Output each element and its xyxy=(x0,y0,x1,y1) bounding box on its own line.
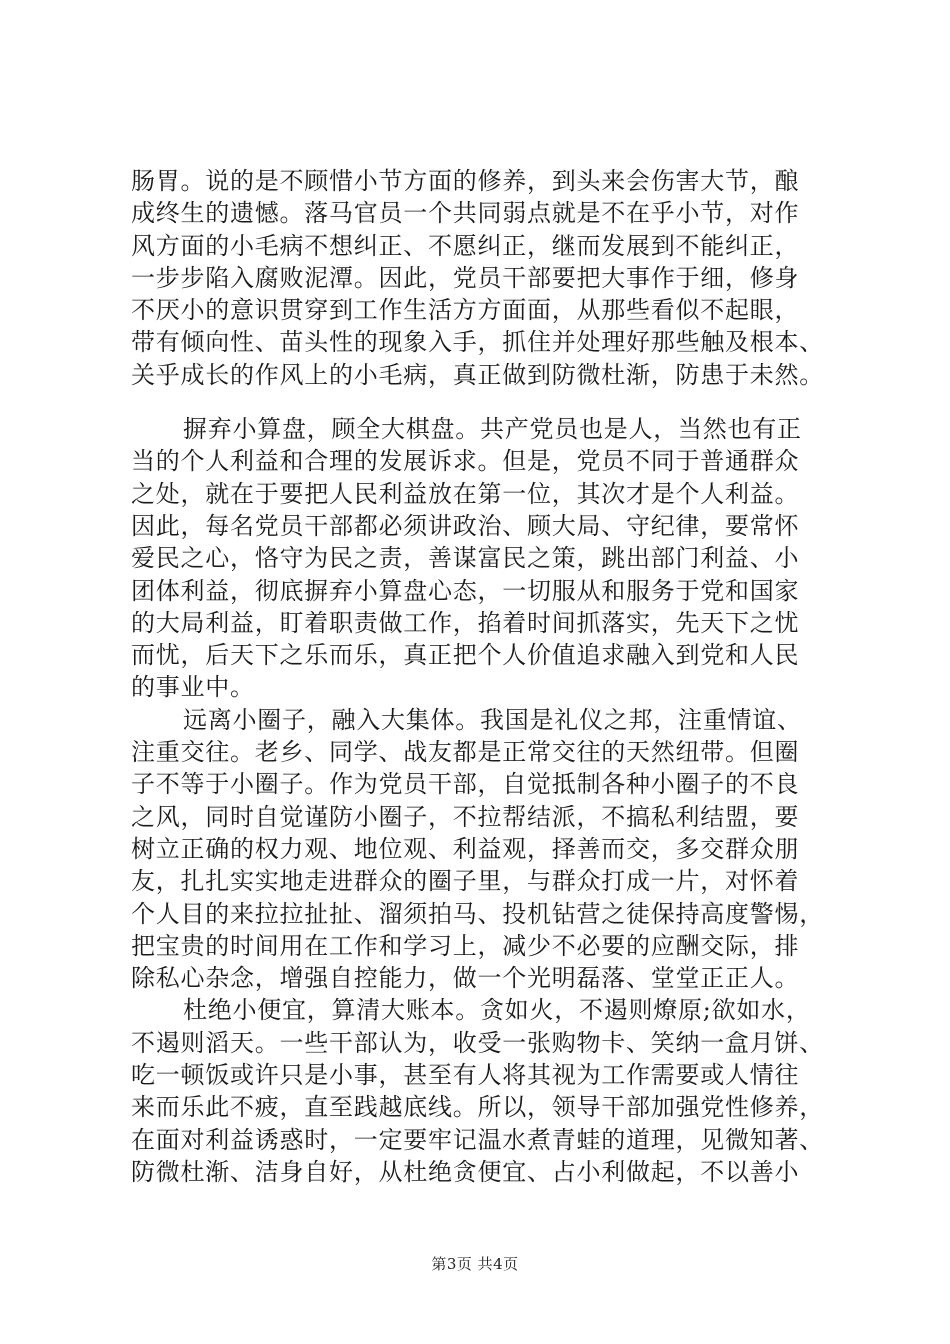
paragraph-line: 树立正确的权力观、地位观、利益观，择善而交，多交群众朋 xyxy=(131,834,800,863)
paragraph xyxy=(131,994,847,1188)
paragraph-line: 吃一顿饭或许只是小事，甚至有人将其视为工作需要或人情往 xyxy=(131,1061,800,1090)
paragraph-line: 一步步陷入腐败泥潭。因此，党员干部要把大事作于细，修身 xyxy=(131,263,800,292)
paragraph-line: 子不等于小圈子。作为党员干部，自觉抵制各种小圈子的不良 xyxy=(131,770,800,799)
paragraph-line: 团体利益，彻底摒弃小算盘心态，一切服从和服务于党和国家 xyxy=(131,576,800,605)
paragraph-line: 把宝贵的时间用在工作和学习上，减少不必要的应酬交际，排 xyxy=(131,931,800,960)
paragraph-line: 远离小圈子，融入大集体。我国是礼仪之邦，注重情谊、 xyxy=(183,705,802,734)
paragraph-line: 不厌小的意识贯穿到工作生活方方面面，从那些看似不起眼， xyxy=(131,296,800,325)
paragraph xyxy=(131,413,847,704)
page-footer: 第3页 共4页 xyxy=(431,1255,519,1273)
paragraph-line: 肠胃。说的是不顾惜小节方面的修养，到头来会伤害大节，酿 xyxy=(131,167,800,195)
paragraph-line: 关乎成长的作风上的小毛病，真正做到防微杜渐，防患于未然。 xyxy=(131,360,824,389)
paragraph xyxy=(131,704,847,995)
paragraph-line: 因此，每名党员干部都必须讲政治、顾大局、守纪律，要常怀 xyxy=(131,511,800,540)
paragraph-line: 来而乐此不疲，直至践越底线。所以，领导干部加强党性修养， xyxy=(131,1093,824,1122)
paragraph-line: 个人目的来拉拉扯扯、溜须拍马、投机钻营之徒保持高度警惕， xyxy=(131,899,824,928)
paragraph-line: 而忧，后天下之乐而乐，真正把个人价值追求融入到党和人民 xyxy=(131,641,800,670)
paragraph-line: 杜绝小便宜，算清大账本。贪如火，不遏则燎原;欲如水， xyxy=(183,996,811,1025)
paragraph-line: 带有倾向性、苗头性的现象入手，抓住并处理好那些触及根本、 xyxy=(131,328,824,357)
paragraph-gap xyxy=(131,391,847,413)
paragraph-line: 摒弃小算盘，顾全大棋盘。共产党员也是人，当然也有正 xyxy=(183,415,802,444)
paragraph-line: 不遏则滔天。一些干部认为，收受一张购物卡、笑纳一盒月饼、 xyxy=(131,1028,824,1057)
paragraph-line: 注重交往。老乡、同学、战友都是正常交往的天然纽带。但圈 xyxy=(131,738,800,767)
paragraph-line: 风方面的小毛病不想纠正、不愿纠正，继而发展到不能纠正， xyxy=(131,231,800,260)
paragraph-line: 防微杜渐、洁身自好，从杜绝贪便宜、占小利做起，不以善小 xyxy=(131,1157,800,1186)
paragraph-line: 爱民之心，恪守为民之责，善谋富民之策，跳出部门利益、小 xyxy=(131,544,800,573)
paragraph-line: 当的个人利益和合理的发展诉求。但是，党员不同于普通群众 xyxy=(131,447,800,476)
paragraph-line: 之风，同时自觉谨防小圈子，不拉帮结派，不搞私利结盟，要 xyxy=(131,802,800,831)
paragraph xyxy=(131,165,847,391)
document-body xyxy=(131,165,847,1188)
paragraph-line: 友，扎扎实实地走进群众的圈子里，与群众打成一片，对怀着 xyxy=(131,867,800,896)
paragraph-line: 除私心杂念，增强自控能力，做一个光明磊落、堂堂正正人。 xyxy=(131,964,800,993)
paragraph-line: 之处，就在于要把人民利益放在第一位，其次才是个人利益。 xyxy=(131,479,800,508)
paragraph-line: 的事业中。 xyxy=(131,673,255,702)
paragraph-line: 的大局利益，盯着职责做工作，掐着时间抓落实，先天下之忧 xyxy=(131,608,800,637)
paragraph-line: 成终生的遗憾。落马官员一个共同弱点就是不在乎小节，对作 xyxy=(131,199,800,228)
paragraph-line: 在面对利益诱惑时，一定要牢记温水煮青蛙的道理，见微知著、 xyxy=(131,1125,824,1154)
